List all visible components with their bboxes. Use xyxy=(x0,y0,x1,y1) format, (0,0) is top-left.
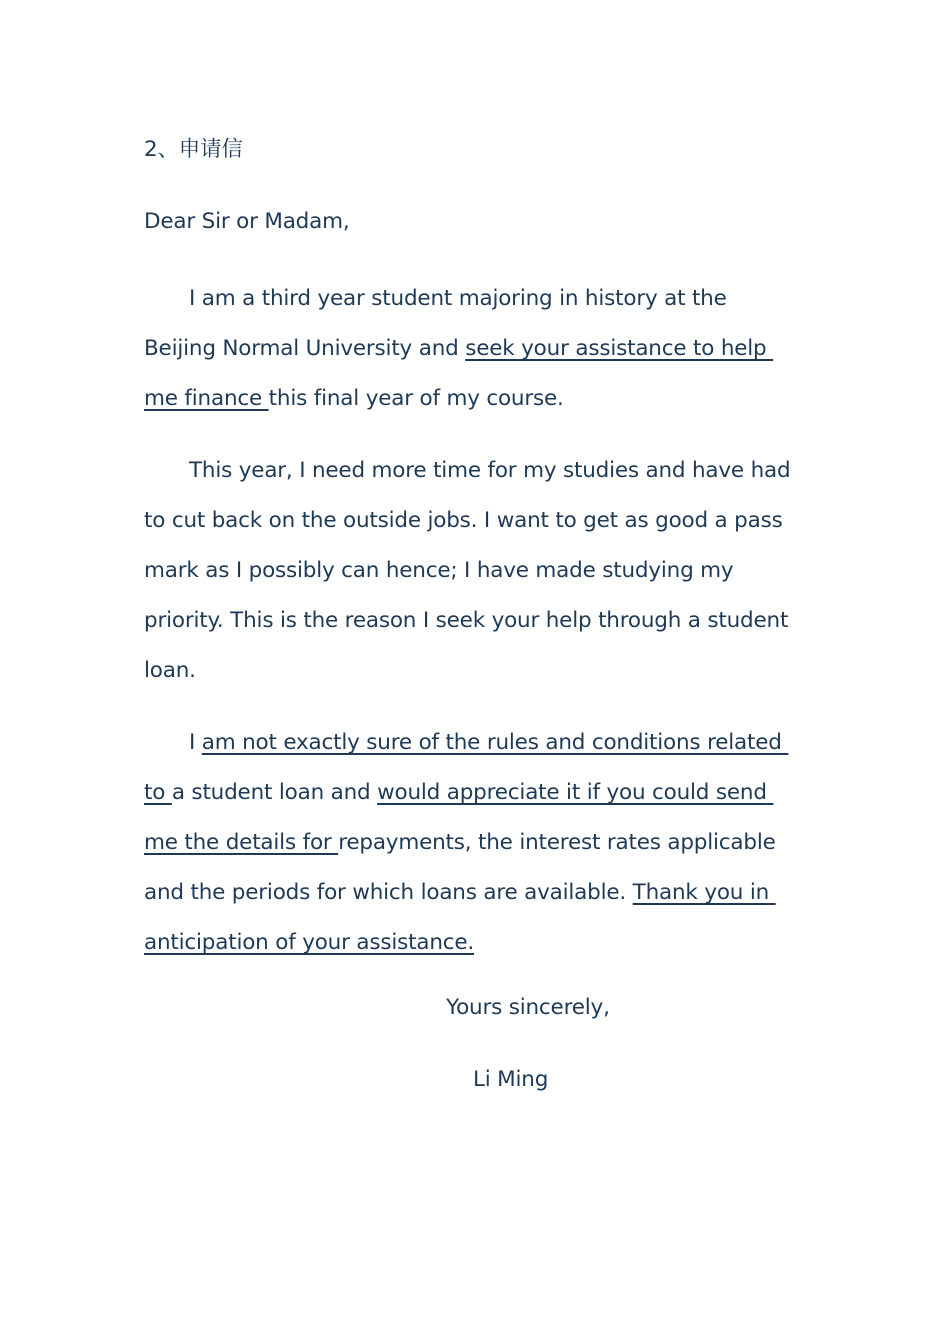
paragraph-3-text-3: repayments, the interest rates applicable and the periods for which loans are available. xyxy=(144,830,776,905)
paragraph-3-underlined-3: Thank you in anticipation of your assistance. xyxy=(144,880,776,955)
paragraph-3 xyxy=(144,718,804,968)
letter-heading: 2、申请信 xyxy=(144,137,243,162)
closing: Yours sincerely, xyxy=(446,995,610,1020)
letter-body xyxy=(144,130,804,990)
paragraph-3-underlined-2: would appreciate it if you could send me the details for xyxy=(144,780,774,855)
paragraph-3-underlined-1: am not exactly sure of the rules and conditions related to xyxy=(144,730,789,805)
paragraph-1-underlined-1: seek your assistance to help me finance xyxy=(144,336,774,411)
paragraph-1-text-2: this final year of my course. xyxy=(268,386,564,411)
paragraph-1-text-1: I am a third year student majoring in history at the Beijing Normal University and xyxy=(144,286,727,361)
paragraph-2-text-1: This year, I need more time for my studies and have had to cut back on the outside jobs. I want to get as good a pass mark as I possibly can hence; I have made studying my priority. This is the reason I seek your help through a student loan. xyxy=(144,458,791,683)
paragraph-1 xyxy=(144,274,804,424)
paragraph-2 xyxy=(144,446,804,696)
salutation: Dear Sir or Madam, xyxy=(144,209,350,234)
paragraph-3-text-2: a student loan and xyxy=(171,780,378,805)
signature: Li Ming xyxy=(473,1067,549,1092)
paragraph-3-text-1: I xyxy=(189,730,202,755)
